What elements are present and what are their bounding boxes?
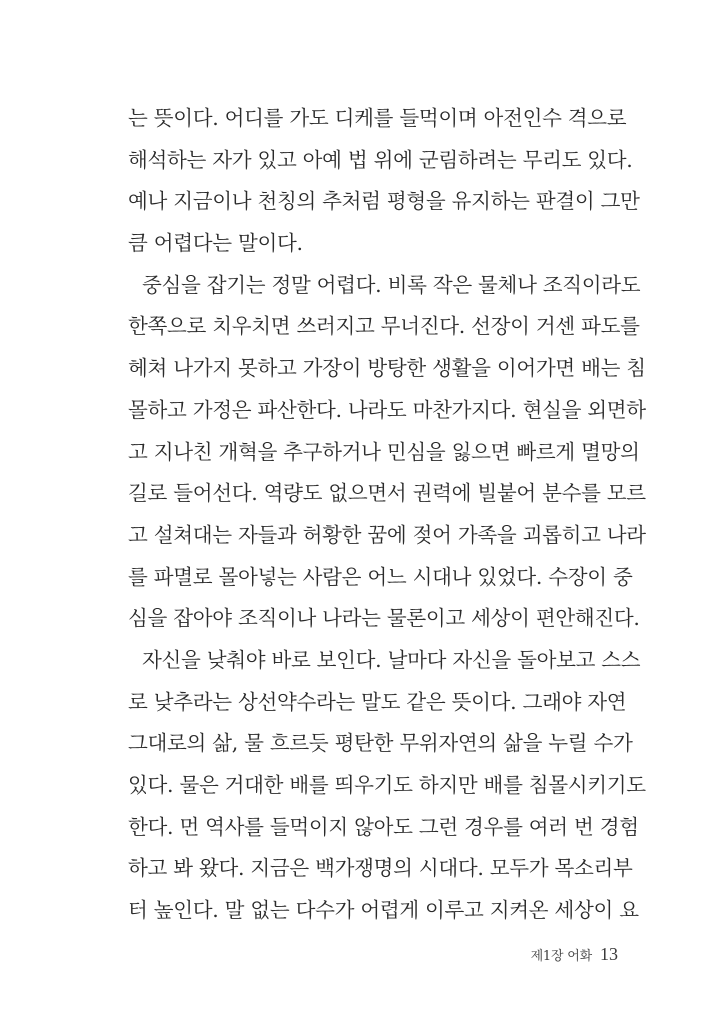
page-footer [531,944,618,965]
text-line: 큼 어렵다는 말이다. [128,231,303,256]
text-line: 고 지나친 개혁을 추구하거나 민심을 잃으면 빠르게 멸망의 [128,439,640,464]
text-line: 몰하고 가정은 파산한다. 나라도 마찬가지다. 현실을 외면하 [128,397,646,422]
text-line: 심을 잡아야 조직이나 나라는 물론이고 세상이 편안해진다. [128,606,640,631]
text-line: 자신을 낮춰야 바로 보인다. 날마다 자신을 돌아보고 스스 [142,647,641,672]
text-line: 그대로의 삶, 물 흐르듯 평탄한 무위자연의 삶을 누릴 수가 [128,731,633,756]
text-line: 한쪽으로 치우치면 쓰러지고 무너진다. 선장이 거센 파도를 [128,314,640,339]
text-line: 중심을 잡기는 정말 어렵다. 비록 작은 물체나 조직이라도 [142,272,641,297]
text-line: 는 뜻이다. 어디를 가도 디케를 들먹이며 아전인수 격으로 [128,106,627,130]
text-line: 로 낮추라는 상선약수라는 말도 같은 뜻이다. 그래야 자연 [128,689,627,714]
text-line: 터 높인다. 말 없는 다수가 어렵게 이루고 지켜온 세상이 요 [128,898,639,923]
text-line: 를 파멸로 몰아넣는 사람은 어느 시대나 있었다. 수장이 중 [128,564,633,589]
text-line: 예나 지금이나 천칭의 추처럼 평형을 유지하는 판결이 그만 [128,189,640,214]
text-line: 길로 들어선다. 역량도 없으면서 권력에 빌붙어 분수를 모르 [128,481,646,506]
page-number: 13 [600,944,618,964]
text-line: 헤쳐 나가지 못하고 가장이 방탕한 생활을 이어가면 배는 침 [128,356,646,381]
body-text [128,98,646,932]
text-line: 하고 봐 왔다. 지금은 백가쟁명의 시대다. 모두가 목소리부 [128,856,633,881]
text-line: 한다. 먼 역사를 들먹이지 않아도 그런 경우를 여러 번 경험 [128,814,639,839]
text-line: 해석하는 자가 있고 아예 법 위에 군림하려는 무리도 있다. [128,147,633,172]
text-line: 있다. 물은 거대한 배를 띄우기도 하지만 배를 침몰시키기도 [128,773,646,797]
text-line: 고 설쳐대는 자들과 허황한 꿈에 젖어 가족을 괴롭히고 나라 [128,522,646,547]
chapter-title: 제1장 어화 [530,949,592,964]
